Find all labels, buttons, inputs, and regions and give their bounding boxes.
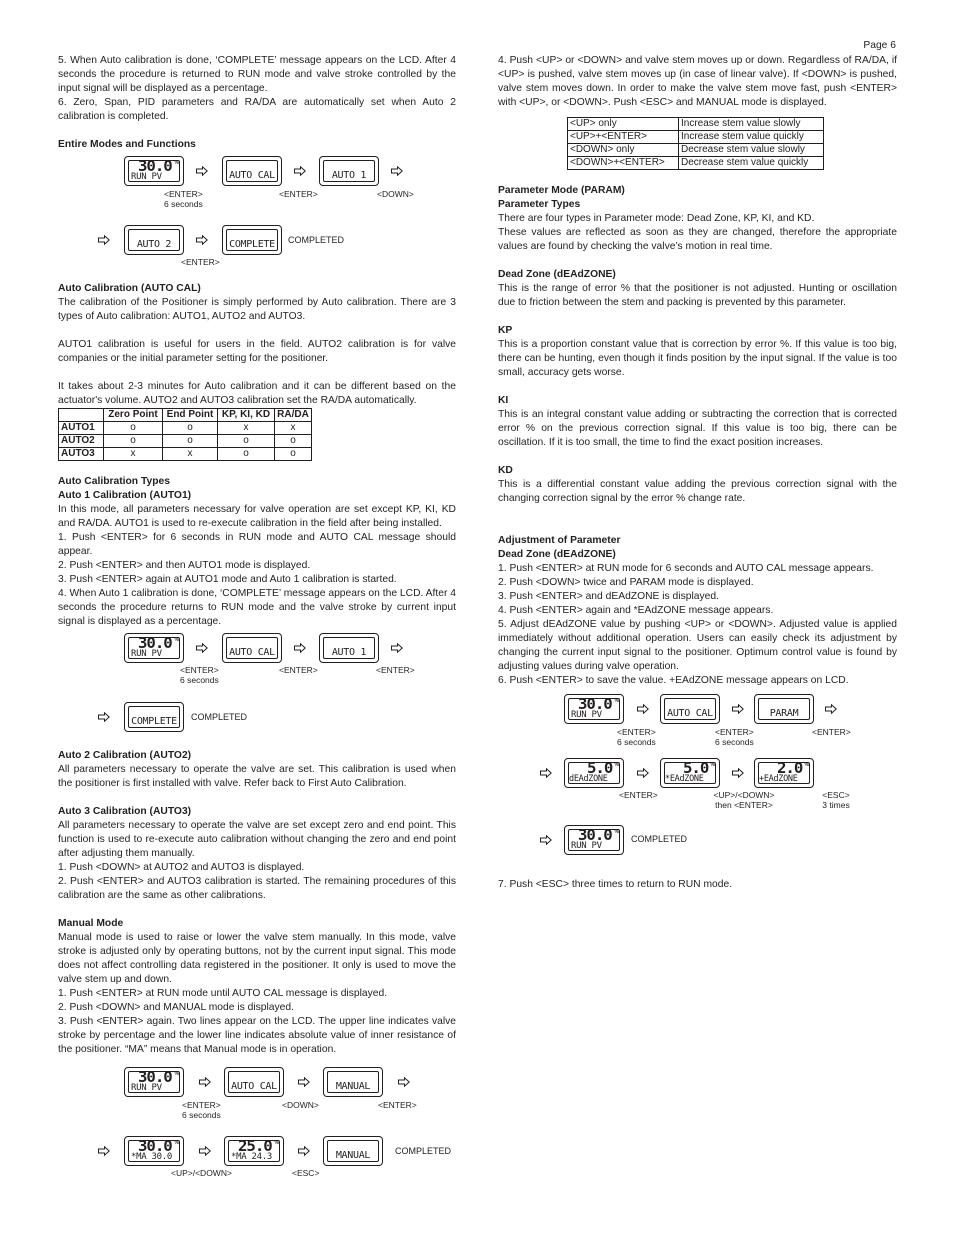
key-label: <ENTER> <box>376 665 415 675</box>
arrow-right-icon <box>298 1146 310 1156</box>
paragraph: This is the range of error % that the positioner is not adjusted. Hunting or oscillation due to friction between the stem and packing is prevented by this parameter. <box>498 283 897 308</box>
arrow-right-icon <box>732 768 744 778</box>
key-label: <ENTER> 6 seconds <box>164 189 203 209</box>
key-label: <ENTER> <box>378 1100 417 1110</box>
paragraph: The calibration of the Positioner is simply performed by Auto calibration. There are 3 types of Auto calibration: AUTO1, AUTO2 and AUTO3. <box>58 297 456 322</box>
arrow-right-icon <box>294 166 306 176</box>
paragraph: 4. Push <ENTER> again and *EAdZONE message appears. <box>498 605 774 616</box>
section-heading: Auto 2 Calibration (AUTO2) <box>58 750 192 761</box>
arrow-right-icon <box>98 712 110 722</box>
lcd-deadzone: 5.0 % dEAdZONE <box>564 758 624 788</box>
section-heading: Parameter Types <box>498 199 581 210</box>
lcd-auto-cal: AUTO CAL <box>222 633 282 663</box>
key-label: <ENTER> 6 seconds <box>617 727 656 747</box>
paragraph: All parameters necessary to operate the valve are set except zero and end point. This function is used to re-execute auto calibration without changing the zero and end point after adjusting them manually. <box>58 820 456 859</box>
arrow-right-icon <box>199 1146 211 1156</box>
key-label: <ESC> 3 times <box>822 790 850 810</box>
key-label: <ESC> <box>292 1168 320 1178</box>
lcd-run-pv: 30.0 % RUN PV <box>124 1067 184 1097</box>
paragraph: 1. Push <DOWN> at AUTO2 and AUTO3 is displayed. <box>58 862 305 873</box>
completed-label: COMPLETED <box>191 712 248 722</box>
arrow-right-icon <box>398 1077 410 1087</box>
paragraph: 1. Push <ENTER> at RUN mode until AUTO CAL message is displayed. <box>58 988 388 999</box>
key-label: <ENTER> <box>279 665 318 675</box>
lcd-auto1: AUTO 1 <box>319 156 379 186</box>
paragraph: 3. Push <ENTER> again. Two lines appear on the LCD. The upper line indicates valve stroke by percentage and the lower line indicates absolute value of inner resistance of the positioner. “MA” means that Manual mode is in operation. <box>58 1016 456 1055</box>
lcd-flow-manual <box>58 1057 456 1187</box>
section-heading: Auto Calibration Types <box>58 476 170 487</box>
lcd-manual-30: 30.0 % *MA 30.0 <box>124 1136 184 1166</box>
key-label: <ENTER> <box>181 257 220 267</box>
arrow-right-icon <box>637 704 649 714</box>
arrow-right-icon <box>196 235 208 245</box>
arrow-right-icon <box>825 704 837 714</box>
paragraph: This is an integral constant value adding or subtracting the correction that is corrected error % on the previous correction signal. If this value is too big, there can be oscillation. If it is too small, the time to find the exact position increases. <box>498 409 897 448</box>
section-heading: Parameter Mode (PARAM) <box>498 185 625 196</box>
arrow-right-icon <box>98 1146 110 1156</box>
key-label: <ENTER> 6 seconds <box>182 1100 221 1120</box>
paragraph: 6. Push <ENTER> to save the value. +EAdZONE message appears on LCD. <box>498 675 849 686</box>
calibration-table <box>58 408 312 461</box>
paragraph: These values are reflected as soon as they are changed, therefore the appropriate values are found by checking the valve’s motion in real time. <box>498 227 897 252</box>
section-heading: Auto 1 Calibration (AUTO1) <box>58 490 192 501</box>
lcd-manual: MANUAL <box>323 1067 383 1097</box>
key-label: <ENTER> <box>619 790 658 800</box>
section-heading: Dead Zone (dEAdZONE) <box>498 549 616 560</box>
paragraph: 2. Push <DOWN> twice and PARAM mode is displayed. <box>498 577 754 588</box>
key-label: <ENTER> 6 seconds <box>715 727 754 747</box>
paragraph: 1. Push <ENTER> for 6 seconds in RUN mode and AUTO CAL message should appear. <box>58 532 456 557</box>
paragraph: All parameters necessary to operate the valve are set. This calibration is used when the positioner is first installed with valve. Refer back to First Auto Calibration. <box>58 764 456 789</box>
key-label: <DOWN> <box>377 189 414 199</box>
paragraph: AUTO1 calibration is useful for users in the field. AUTO2 calibration is for valve companies or the initial parameter setting for the positioner. <box>58 339 456 364</box>
lcd-deadzone-saved: 2.0 % +EAdZONE <box>754 758 814 788</box>
table-row: <UP>+<ENTER> Increase stem value quickly <box>568 131 824 144</box>
paragraph: 4. Push <UP> or <DOWN> and valve stem moves up or down. Regardless of RA/DA, if <UP> is pushed, valve stem moves up (in case of linear valve). If <DOWN> is pushed, valve stem moves down. In order to make the valve stem move fast, push <ENTER> with <UP>, or <DOWN>. Push <ESC> and MANUAL mode is displayed. <box>498 55 897 108</box>
lcd-run-pv: 30.0 % RUN PV <box>564 694 624 724</box>
page-number: Page 6 <box>863 40 896 51</box>
completed-label: COMPLETED <box>631 834 688 844</box>
lcd-auto-cal: AUTO CAL <box>660 694 720 724</box>
completed-label: COMPLETED <box>395 1146 452 1156</box>
lcd-complete: COMPLETE <box>222 225 282 255</box>
paragraph: 5. When Auto calibration is done, ‘COMPLETE’ message appears on the LCD. After 4 seconds the procedure is returned to RUN mode and valve stroke controlled by the input signal will be displayed as a percentage. <box>58 55 456 94</box>
arrow-right-icon <box>391 643 403 653</box>
paragraph: 6. Zero, Span, PID parameters and RA/DA are automatically set when Auto 2 calibration is completed. <box>58 97 456 122</box>
completed-label: COMPLETED <box>288 235 345 245</box>
section-heading: Auto 3 Calibration (AUTO3) <box>58 806 192 817</box>
arrow-right-icon <box>199 1077 211 1087</box>
paragraph: Manual mode is used to raise or lower the valve stem manually. In this mode, valve stroke is adjusted only by operating buttons, not by the current input signal. This mode does not affect controlling data registered in the positioner. It only is used to move the valve stem up and down. <box>58 932 456 985</box>
section-heading: Dead Zone (dEAdZONE) <box>498 269 616 280</box>
key-label: <UP>/<DOWN> then <ENTER> <box>713 790 775 810</box>
left-column <box>58 54 456 1187</box>
arrow-right-icon <box>637 768 649 778</box>
section-heading: KP <box>498 325 513 336</box>
section-heading: KD <box>498 465 513 476</box>
paragraph: In this mode, all parameters necessary for valve operation are set except KP, KI, KD and RA/DA. AUTO1 is used to re-execute calibration in the field after being installed. <box>58 504 456 529</box>
lcd-deadzone-edit: 5.0 % *EAdZONE <box>660 758 720 788</box>
arrow-right-icon <box>298 1077 310 1087</box>
paragraph: 3. Push <ENTER> and dEAdZONE is displayed. <box>498 591 719 602</box>
section-heading: Manual Mode <box>58 918 124 929</box>
key-label: <ENTER> <box>812 727 851 737</box>
paragraph: 2. Push <ENTER> and then AUTO1 mode is displayed. <box>58 560 311 571</box>
key-label: <ENTER> <box>279 189 318 199</box>
paragraph: 2. Push <ENTER> and AUTO3 calibration is started. The remaining procedures of this calibration are the same as other calibrations. <box>58 876 456 901</box>
paragraph: 4. When Auto 1 calibration is done, ‘COMPLETE’ message appears on the LCD. After 4 seconds the procedure returns to RUN mode and the valve stroke by current input signal is displayed as a percentage. <box>58 588 456 627</box>
paragraph: There are four types in Parameter mode: Dead Zone, KP, KI, and KD. <box>498 213 815 224</box>
key-label: <UP>/<DOWN> <box>171 1168 232 1178</box>
section-heading: Auto Calibration (AUTO CAL) <box>58 283 201 294</box>
paragraph: 5. Adjust dEAdZONE value by pushing <UP> or <DOWN>. Adjusted value is applied immediately without additional operation. Users can easily check its adjustment by changing the current input signal to the positioner. Optimum control value is found by adjusting values during valve operation. <box>498 619 897 672</box>
table-row: AUTO2 o o o o <box>59 435 312 448</box>
lcd-run-pv: 30.0 % RUN PV <box>124 633 184 663</box>
lcd-run-pv: 30.0 % RUN PV <box>124 156 184 186</box>
arrow-right-icon <box>196 643 208 653</box>
key-label: <ENTER> 6 seconds <box>180 665 219 685</box>
section-heading: KI <box>498 395 509 406</box>
lcd-auto2: AUTO 2 <box>124 225 184 255</box>
table-row: <UP> only Increase stem value slowly <box>568 118 824 131</box>
table-header-row: Zero Point End Point KP, KI, KD RA/DA <box>59 409 312 422</box>
table-row: AUTO1 o o x x <box>59 422 312 435</box>
manual-key-table <box>567 117 824 170</box>
paragraph: 1. Push <ENTER> at RUN mode for 6 seconds and AUTO CAL message appears. <box>498 563 874 574</box>
arrow-right-icon <box>391 166 403 176</box>
arrow-right-icon <box>196 166 208 176</box>
lcd-run-pv: 30.0 % RUN PV <box>564 825 624 855</box>
lcd-auto1: AUTO 1 <box>319 633 379 663</box>
paragraph: It takes about 2-3 minutes for Auto calibration and it can be different based on the actuator's volume. AUTO2 and AUTO3 calibration set the RA/DA automatically. <box>58 381 456 406</box>
right-column <box>498 54 897 892</box>
section-heading: Entire Modes and Functions <box>58 139 196 150</box>
key-label: <DOWN> <box>282 1100 319 1110</box>
table-row: <DOWN>+<ENTER> Decrease stem value quickly <box>568 157 824 170</box>
lcd-manual: MANUAL <box>323 1136 383 1166</box>
section-heading: Adjustment of Parameter <box>498 535 621 546</box>
lcd-auto-cal: AUTO CAL <box>224 1067 284 1097</box>
table-row: AUTO3 x x o o <box>59 448 312 461</box>
arrow-right-icon <box>294 643 306 653</box>
lcd-flow-auto1 <box>58 629 456 749</box>
lcd-flow-entire-modes <box>58 152 456 282</box>
lcd-flow-deadzone <box>498 688 897 878</box>
paragraph: 3. Push <ENTER> again at AUTO1 mode and Auto 1 calibration is started. <box>58 574 397 585</box>
lcd-auto-cal: AUTO CAL <box>222 156 282 186</box>
arrow-right-icon <box>540 768 552 778</box>
lcd-manual-25: 25.0 % *MA 24.3 <box>224 1136 284 1166</box>
paragraph: This is a proportion constant value that is correction by error %. If this value is too big, there can be hunting, even though it finds position by the input signal. If the value is too small, accuracy gets worse. <box>498 339 897 378</box>
arrow-right-icon <box>732 704 744 714</box>
table-row: <DOWN> only Decrease stem value slowly <box>568 144 824 157</box>
arrow-right-icon <box>540 835 552 845</box>
lcd-param: PARAM <box>754 694 814 724</box>
paragraph: This is a differential constant value adding the previous correction signal with the changing correction signal by the error % change rate. <box>498 479 897 504</box>
lcd-complete: COMPLETE <box>124 702 184 732</box>
arrow-right-icon <box>98 235 110 245</box>
paragraph: 7. Push <ESC> three times to return to RUN mode. <box>498 879 733 890</box>
paragraph: 2. Push <DOWN> and MANUAL mode is displayed. <box>58 1002 294 1013</box>
